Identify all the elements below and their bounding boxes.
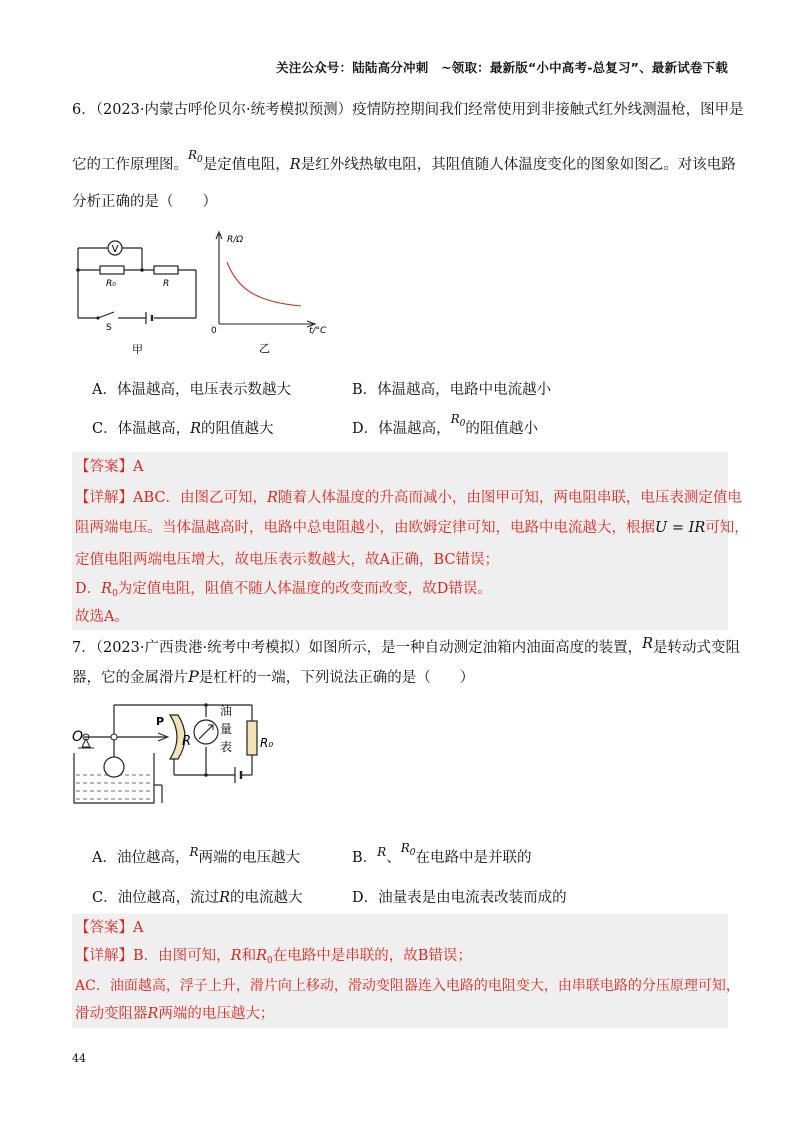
svg-text:V: V (111, 244, 119, 255)
q7-answer-detail-2: AC．油面越高，浮子上升，滑片向上移动，滑动变阻器连入电路的电阻变大，由串联电路的分压原理可知， (75, 978, 740, 994)
svg-text:R: R (182, 734, 192, 749)
svg-text:油: 油 (220, 704, 233, 718)
svg-text:P: P (156, 715, 165, 728)
svg-text:量: 量 (220, 722, 233, 736)
svg-text:表: 表 (220, 740, 233, 754)
svg-text:乙: 乙 (259, 342, 270, 355)
q6-option-a[interactable]: A．体温越高，电压表示数越大 (92, 382, 291, 398)
svg-text:R: R (163, 279, 170, 289)
q6-answer-detail-4: D．$R_0$为定值电阻，阻值不随人体温度的改变而改变，故D错误。 (75, 581, 492, 599)
svg-text:R/Ω: R/Ω (227, 235, 244, 245)
r0-resistor-icon (247, 721, 257, 755)
q7-figure-oil-gauge (70, 695, 290, 835)
q6-figure-yi (205, 228, 335, 358)
svg-text:0: 0 (211, 326, 217, 336)
q7-answer-label: 【答案】A (75, 920, 144, 936)
q7-answer-detail-1: 【详解】B．由图可知，R和$R_0$在电路中是串联的，故B错误； (75, 948, 472, 966)
svg-text:S: S (106, 323, 112, 333)
q7-answer-detail-3: 滑动变阻器R两端的电压越大； (75, 1006, 275, 1022)
q6-stem-line3: 分析正确的是（ ） (72, 194, 217, 210)
q6-answer-detail-5: 故选A。 (75, 609, 129, 625)
q6-answer-detail-1: 【详解】ABC．由图乙可知，R随着人体温度的升高而减小，由图甲可知，两电阻串联，电压表测定值电 (75, 490, 742, 506)
q7-option-b[interactable]: B．$^R$、$^{R_0}$在电路中是并联的 (352, 841, 532, 866)
q7-option-a[interactable]: A．油位越高，$^R$两端的电压越大 (92, 845, 301, 866)
r-resistor-icon (154, 266, 178, 274)
svg-text:甲: 甲 (132, 343, 143, 356)
q7-stem-line1: 7．（2023·广西贵港·统考中考模拟）如图所示，是一种自动测定油箱内油面高度的装置，R是转动式变阻 (72, 636, 741, 656)
float-icon (104, 757, 124, 777)
page-number: 44 (72, 1052, 86, 1065)
page-header: 关注公众号：陆陆高分冲刺 ~领取：最新版“小中高考-总复习”、最新试卷下载 (276, 60, 728, 75)
resistance-curve (227, 262, 301, 306)
q6-stem-line1: 6．（2023·内蒙古呼伦贝尔·统考模拟预测）疫情防控期间我们经常使用到非接触式红外线测温枪，图甲是 (72, 102, 744, 118)
q6-answer-detail-2: 阻两端电压。当体温越高时，电路中总电阻越小，由欧姆定律可知，电路中电流越大，根据U = IR可知， (75, 520, 749, 536)
q6-option-c[interactable]: C．体温越高，R的阻值越大 (92, 421, 274, 437)
q6-stem-line2: 它的工作原理图。$^{R_0}$是定值电阻，R是红外线热敏电阻，其阻值随人体温度变化的图象如图乙。对该电路 (72, 148, 736, 173)
q6-option-d[interactable]: D．体温越高，$^{R_0}$的阻值越小 (352, 412, 538, 437)
q7-option-c[interactable]: C．油位越高，流过R的电流越大 (92, 890, 303, 906)
q6-option-b[interactable]: B．体温越高，电路中电流越小 (352, 382, 552, 398)
svg-text:t/°C: t/°C (309, 326, 327, 336)
svg-text:O: O (72, 729, 84, 745)
q7-option-d[interactable]: D．油量表是由电流表改装而成的 (352, 890, 567, 906)
q6-answer-detail-3: 定值电阻两端电压增大，故电压表示数越大，故A正确，BC错误； (75, 552, 499, 568)
svg-text:R₀: R₀ (260, 736, 274, 750)
q6-answer-label: 【答案】A (75, 459, 144, 475)
svg-text:R₀: R₀ (106, 279, 116, 289)
r0-resistor-icon (100, 266, 124, 274)
q7-stem-line2: 器，它的金属滑片P是杠杆的一端，下列说法正确的是（ ） (72, 667, 475, 686)
q6-figure-jia (70, 234, 210, 360)
